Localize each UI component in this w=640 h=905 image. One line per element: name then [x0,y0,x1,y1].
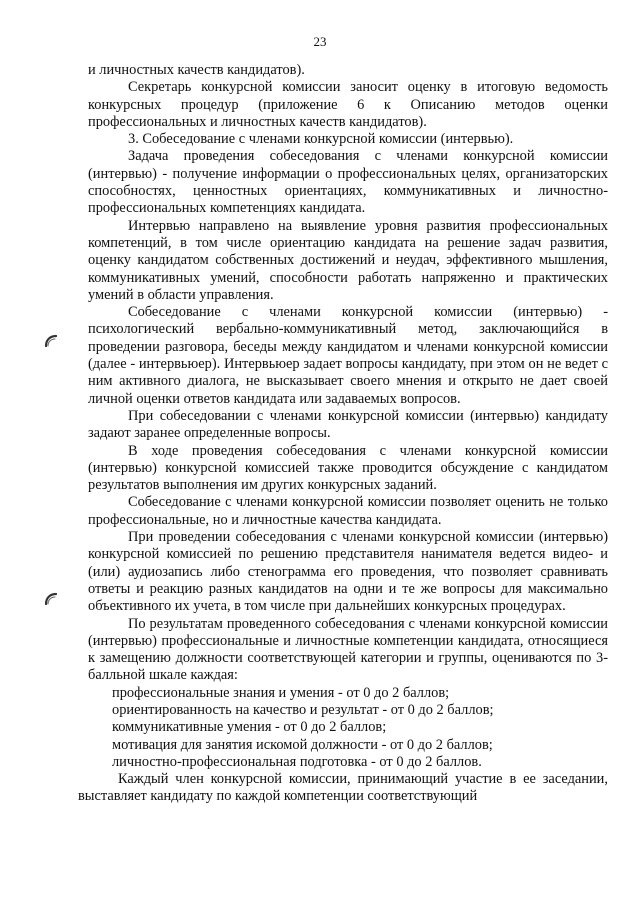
punch-hole-mark-icon [44,592,58,606]
paragraph-recording: При проведении собеседования с членами конкурсной комиссии (интервью) конкурсной комиссией по решению представителя нанимателя ведется видео- и (или) аудиозапись либо стенограмма его проведения, что позволяет сравнивать ответы и реакцию разных кандидатов на одни и те же вопросы для максимально объективного их учета, в том числе при дальнейших конкурсных процедурах. [88,529,608,615]
paragraph-scoring-scale: По результатам проведенного собеседования с членами конкурсной комиссии (интервью) профессиональные и личностные компетенции кандидата, относящиеся к замещению должности соответствующей категории и группы, оцениваются по 3-балльной шкале каждая: [88,615,608,684]
section-heading-interview: 3. Собеседование с членами конкурсной комиссии (интервью). [128,131,514,148]
scoring-criteria-list [88,685,608,771]
paragraph-predefined-questions: При собеседовании с членами конкурсной комиссии (интервью) кандидату задают заранее определенные вопросы. [88,407,608,442]
paragraph-interview-goal: Задача проведения собеседования с членами конкурсной комиссии (интервью) - получение информации о профессиональных целях, организаторских способностях, ценностных ориентациях, коммуникативных и личностно-профессиональных компетенциях кандидата. [88,148,608,217]
list-item: ориентированность на качество и результат - от 0 до 2 баллов; [112,701,494,718]
list-item: профессиональные знания и умения - от 0 до 2 баллов; [112,684,450,701]
page-number: 23 [313,34,327,49]
paragraph-qualities-assessment: Собеседование с членами конкурсной комиссии позволяет оценить не только профессиональные, но и личностные качества кандидата. [88,494,608,528]
list-item: коммуникативные умения - от 0 до 2 баллов; [112,719,387,736]
paragraph-interview-focus: Интервью направлено на выявление уровня развития профессиональных компетенций, в том числе ориентацию кандидата на решение задач развития, оценку кандидатом собственных достижений и неудач, эффективного мышления, коммуникативных умений, способности работать напряженно и практических умений в области управления. [88,217,608,303]
paragraph-discussion-results: В ходе проведения собеседования с членами конкурсной комиссии (интервью) конкурсной комиссией также проводится обсуждение с кандидатом результатов выполнения им других конкурсных заданий. [88,442,608,494]
list-item: мотивация для занятия искомой должности - от 0 до 2 баллов; [112,736,493,753]
document-body [78,62,608,806]
list-item: личностно-профессиональная подготовка - от 0 до 2 баллов. [112,753,482,770]
paragraph-secretary-assessment: Секретарь конкурсной комиссии заносит оценку в итоговую ведомость конкурсных процедур (приложение 6 к Описанию методов оценки профессиональных и личностных качеств кандидатов). [88,79,608,130]
paragraph-interview-definition: Собеседование с членами конкурсной комиссии (интервью) - психологический вербально-коммуникативный метод, заключающийся в проведении разговора, беседы между кандидатом и членами конкурсной комиссии (далее - интервьюер). Интервьюер задает вопросы кандидату, при этом он не ведет с ним активного диалога, не высказывает своего мнения и открыто не дает своей личной оценки ответов кандидата или задаваемых вопросов. [88,304,608,407]
paragraph-continuation: и личностных качеств кандидатов). [88,62,305,78]
paragraph-commission-member-scoring: Каждый член конкурсной комиссии, принимающий участие в ее заседании, выставляет кандидату по каждой компетенции соответствующий [78,771,608,805]
punch-hole-mark-icon [44,334,58,348]
